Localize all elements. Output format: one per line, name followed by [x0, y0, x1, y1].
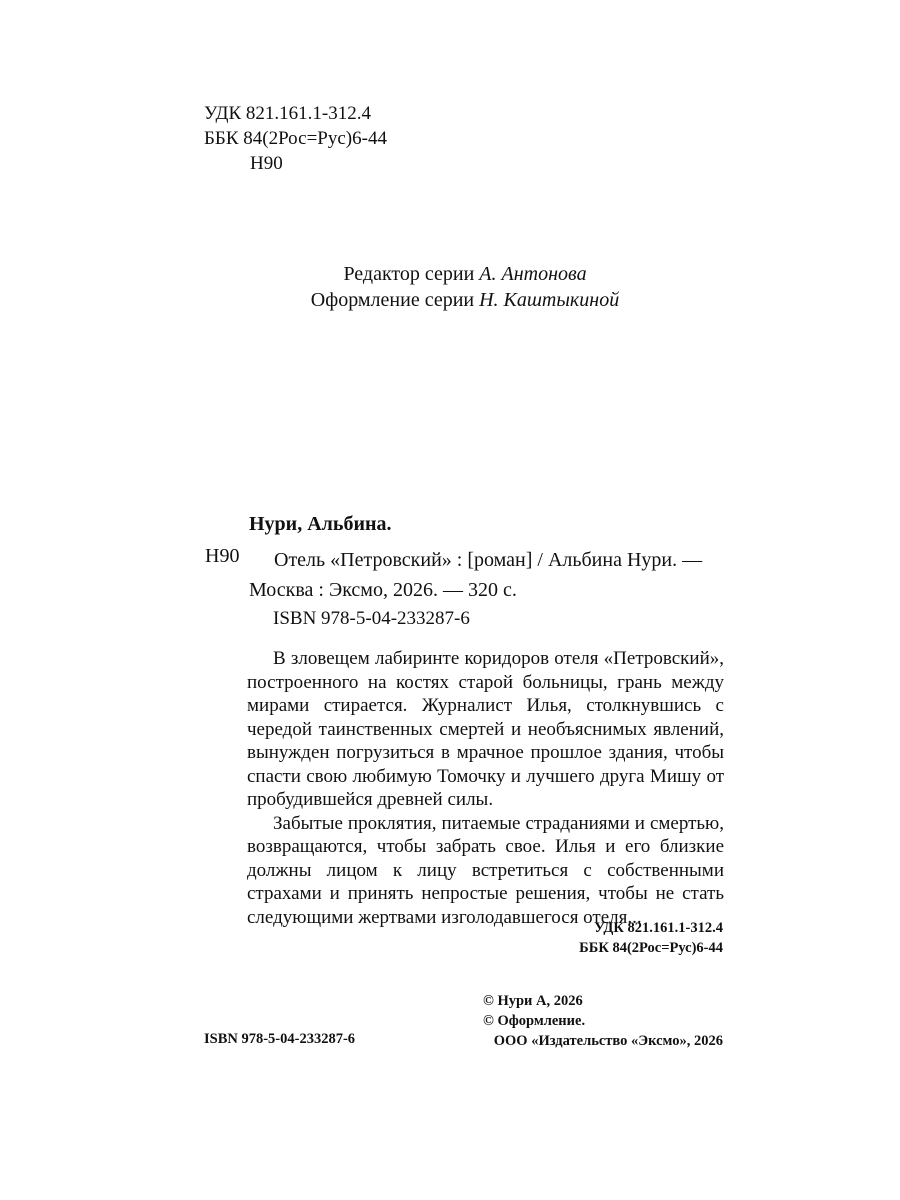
catalog-description: [249, 545, 729, 605]
isbn-bottom: ISBN 978-5-04-233287-6: [204, 1031, 356, 1047]
catalog-author-mark: Н90: [205, 545, 240, 567]
catalog-author-heading: Нури, Альбина.: [249, 513, 392, 535]
series-design-label: Оформление серии: [310, 289, 480, 311]
classification-codes-bold: [520, 918, 723, 958]
copyright-design: © Оформление.: [483, 1013, 586, 1029]
bbk-code: ББК 84(2Рос=Рус)6-44: [204, 128, 387, 149]
copyright-block: [420, 991, 723, 1051]
annotation-paragraph: Забытые проклятия, питаемые страданиями и смертью, возвращаются, чтобы забрать свое. Илья и его близкие должны лицом к лицу встретиться с собственными страхами и принять непростые решения, чтобы не стать следующими жертвами изголодавшегося отеля...: [247, 812, 724, 928]
series-editor-line: [0, 261, 900, 287]
annotation-paragraph: В зловещем лабиринте коридоров отеля «Петровский», построенного на костях старой больницы, грань между мирами стирается. Журналист Илья, столкнувшись с чередой таинственных смертей и необъяснимых явлений, вынужден погрузиться в мрачное прошлое здания, чтобы спасти свою любимую Томочку и лучшего друга Мишу от пробудившейся древней силы.: [247, 648, 724, 810]
catalog-isbn: ISBN 978-5-04-233287-6: [273, 608, 470, 629]
series-designer-name: Н. Каштыкиной: [479, 289, 620, 311]
author-mark: Н90: [250, 153, 283, 174]
copyright-author: © Нури А, 2026: [483, 993, 583, 1009]
copyright-publisher: ООО «Издательство «Эксмо», 2026: [493, 1033, 723, 1049]
catalog-title-line: Отель «Петровский» : [роман] / Альбина Нури. —: [274, 549, 703, 571]
udk-code-bold: УДК 821.161.1-312.4: [594, 920, 723, 936]
udk-code: УДК 821.161.1-312.4: [204, 103, 371, 124]
catalog-publisher-line: Москва : Эксмо, 2026. — 320 с.: [249, 579, 517, 601]
series-editor-label: Редактор серии: [343, 263, 480, 285]
bbk-code-bold: ББК 84(2Рос=Рус)6-44: [579, 940, 723, 956]
classification-codes: [204, 101, 387, 176]
series-credits: [0, 261, 900, 313]
series-editor-name: А. Антонова: [479, 263, 587, 285]
series-design-line: [0, 287, 900, 313]
annotation: [247, 647, 724, 929]
